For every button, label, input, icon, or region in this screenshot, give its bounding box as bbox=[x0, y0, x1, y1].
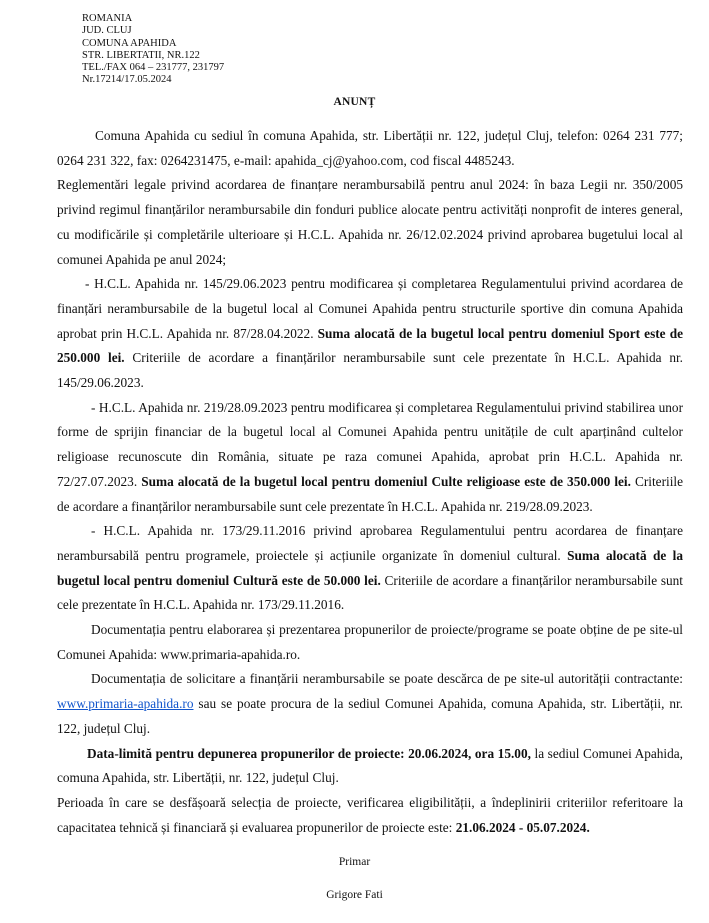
document-body bbox=[57, 124, 683, 840]
paragraph-legal-basis bbox=[57, 173, 683, 272]
header-registration-number: Nr.17214/17.05.2024 bbox=[82, 74, 172, 86]
paragraph-deadline-location: la sediul Comunei Apahida, comuna Apahida, str. Libertății, nr. 122, județul Cluj. bbox=[57, 745, 683, 786]
document-title: ANUNȚ bbox=[333, 96, 376, 108]
header-street: STR. LIBERTATII, NR.122 bbox=[82, 49, 200, 61]
paragraph-culture-amount: Suma alocată de la bugetul local pentru domeniul Cultură este de 50.000 lei. bbox=[57, 547, 683, 588]
paragraph-contact-text: Comuna Apahida cu sediul în comuna Apahida, str. Libertății nr. 122, județul Cluj, telefon: 0264 231 777; 0264 231 322, fax: 0264231475, e-mail: apahida_cj@yahoo.com, cod fiscal 4485243. bbox=[57, 128, 683, 168]
paragraph-documentation-site-text: Documentația pentru elaborarea și prezentarea propunerilor de proiecte/programe se poate obține de pe site-ul Comunei Apahida: www.primaria-apahida.ro. bbox=[57, 622, 683, 662]
paragraph-sport-text: - H.C.L. Apahida nr. 145/29.06.2023 pentru modificarea și completarea Regulamentului privind acordarea de finanțări nerambursabile de la bugetul local al Comunei Apahida pentru structurile sportive din comuna Apahida aprobat prin H.C.L. Apahida nr. 87/28.04.2022. bbox=[57, 276, 683, 341]
paragraph-application-docs-address: sau se poate procura de la sediul Comunei Apahida, comuna Apahida, str. Libertății, nr. 122, județul Cluj. bbox=[57, 696, 683, 736]
paragraph-application-docs-text: Documentația de solicitare a finanțării nerambursabile se poate descărca de pe site-ul autorității contractante: bbox=[91, 671, 683, 687]
primaria-website-link[interactable]: www.primaria-apahida.ro bbox=[57, 696, 194, 712]
paragraph-religious-text: - H.C.L. Apahida nr. 219/28.09.2023 pentru modificarea și completarea Regulamentului privind stabilirea unor forme de sprijin financiar de la bugetul local al Comunei Apahida pentru unitățile de cult aparținând cultelor religioase recunoscute din România, situate pe raza comunei Apahida, aprobat prin H.C.L. Apahida nr. 72/27.07.2023. bbox=[57, 399, 683, 489]
paragraph-documentation-site bbox=[57, 618, 683, 667]
signature-name: Grigore Fati bbox=[326, 889, 383, 901]
paragraph-contact bbox=[57, 124, 683, 173]
letterhead bbox=[82, 13, 224, 87]
paragraph-culture bbox=[57, 519, 683, 618]
paragraph-culture-criteria: Criteriile de acordare a finanțărilor nerambursabile sunt cele prezentate în H.C.L. Apahida nr. 173/29.11.2016. bbox=[57, 572, 684, 613]
paragraph-selection-period-text: Perioada în care se desfășoară selecția de proiecte, verificarea eligibilității, a îndeplinirii criteriilor referitoare la capacitatea tehnică și financiară și evaluarea propunerilor de proiecte este: bbox=[57, 794, 683, 835]
paragraph-selection-period bbox=[57, 791, 683, 840]
paragraph-religious-amount: Suma alocată de la bugetul local pentru domeniul Culte religioase este de 350.000 lei. bbox=[141, 473, 631, 489]
header-country: ROMANIA bbox=[82, 13, 133, 24]
paragraph-selection-period-dates: 21.06.2024 - 05.07.2024. bbox=[455, 819, 590, 835]
header-county: JUD. CLUJ bbox=[82, 25, 132, 37]
paragraph-sport bbox=[57, 272, 683, 396]
paragraph-culture-text: - H.C.L. Apahida nr. 173/29.11.2016 privind aprobarea Regulamentului pentru acordarea de finanțare nerambursabilă pentru programele, proiectele și acțiunile organizate în domeniul cultural. bbox=[57, 523, 683, 563]
paragraph-deadline bbox=[57, 742, 683, 791]
paragraph-application-docs bbox=[57, 667, 683, 741]
paragraph-religious-criteria: Criteriile de acordare a finanțărilor nerambursabile sunt cele prezentate în H.C.L. Apahida nr. 219/28.09.2023. bbox=[57, 473, 683, 514]
paragraph-deadline-date: Data-limită pentru depunerea propunerilor de proiecte: 20.06.2024, ora 15.00, bbox=[87, 745, 531, 761]
signature-title: Primar bbox=[338, 856, 371, 868]
paragraph-sport-criteria: Criteriile de acordare a finanțărilor nerambursabile sunt cele prezentate în H.C.L. Apahida nr. 145/29.06.2023. bbox=[57, 350, 683, 391]
paragraph-sport-amount: Suma alocată de la bugetul local pentru domeniul Sport este de 250.000 lei. bbox=[57, 325, 683, 366]
header-commune: COMUNA APAHIDA bbox=[82, 37, 177, 49]
paragraph-religious bbox=[57, 396, 683, 520]
paragraph-legal-basis-text: Reglementări legale privind acordarea de finanțare nerambursabilă pentru anul 2024: în baza Legii nr. 350/2005 privind regimul finanțărilor nerambursabile din fonduri publice alocate pentru activități nonprofit de interes general, cu modificările și completările ulterioare și H.C.L. Apahida nr. 26/12.02.2024 privind aprobarea bugetului local al comunei Apahida pe anul 2024; bbox=[57, 177, 683, 267]
header-phone-fax: TEL./FAX 064 – 231777, 231797 bbox=[82, 62, 225, 74]
